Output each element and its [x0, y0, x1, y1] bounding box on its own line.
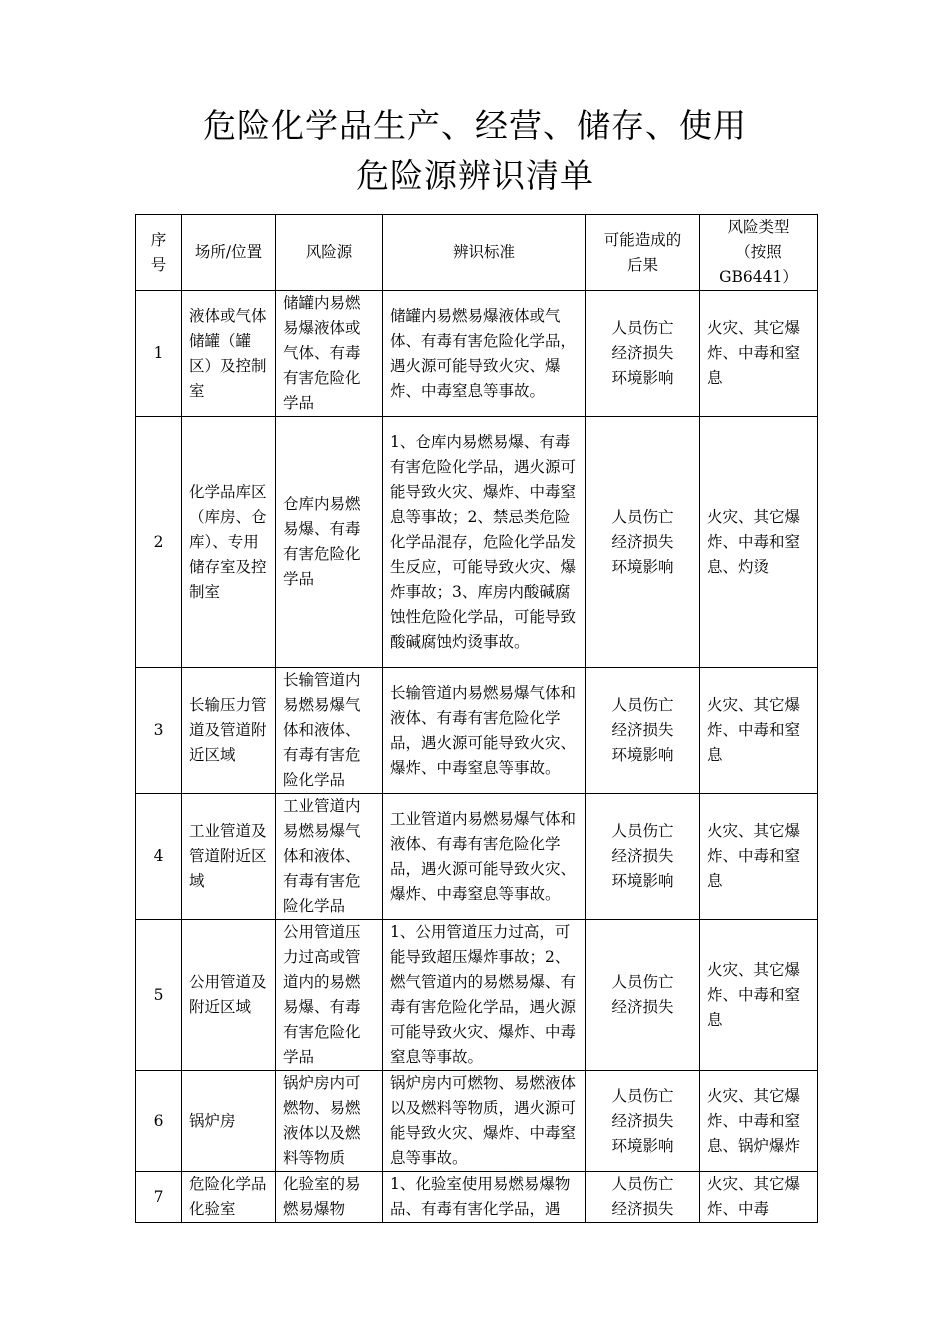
row-criteria: 1、仓库内易燃易爆、有毒有害危险化学品，遇火源可能导致火灾、爆炸、中毒窒息等事故；2、禁忌类危险化学品混存，危险化学品发生反应，可能导致火灾、爆炸事故；3、库房内酸碱腐蚀性危险化学品，可能导致酸碱腐蚀灼烫事故。 [383, 417, 586, 668]
row-location: 锅炉房 [182, 1071, 276, 1172]
row-hazard: 仓库内易燃易爆、有毒有害危险化学品 [276, 417, 383, 668]
header-location: 场所/位置 [182, 215, 276, 291]
row-risk-type: 火灾、其它爆炸、中毒 [700, 1172, 818, 1223]
table-header-row [136, 215, 818, 291]
row-location: 化学品库区（库房、仓库）、专用储存室及控制室 [182, 417, 276, 668]
header-hazard: 风险源 [276, 215, 383, 291]
page-title-line1: 危险化学品生产、经营、储存、使用 [203, 106, 747, 145]
row-consequence: 人员伤亡经济损失环境影响 [586, 417, 700, 668]
row-consequence: 人员伤亡经济损失环境影响 [586, 291, 700, 417]
row-no: 5 [136, 920, 182, 1071]
row-consequence: 人员伤亡经济损失 [586, 920, 700, 1071]
row-location: 工业管道及管道附近区域 [182, 794, 276, 920]
row-no: 1 [136, 291, 182, 417]
table-row [136, 794, 818, 920]
row-no: 3 [136, 668, 182, 794]
row-location: 液体或气体储罐（罐区）及控制室 [182, 291, 276, 417]
row-no: 7 [136, 1172, 182, 1223]
row-criteria: 锅炉房内可燃物、易燃液体以及燃料等物质，遇火源可能导致火灾、爆炸、中毒窒息等事故。 [383, 1071, 586, 1172]
row-hazard: 锅炉房内可燃物、易燃液体以及燃料等物质 [276, 1071, 383, 1172]
row-hazard: 公用管道压力过高或管道内的易燃易爆、有毒有害危险化学品 [276, 920, 383, 1071]
row-no: 6 [136, 1071, 182, 1172]
row-risk-type: 火灾、其它爆炸、中毒和窒息、锅炉爆炸 [700, 1071, 818, 1172]
row-risk-type: 火灾、其它爆炸、中毒和窒息 [700, 920, 818, 1071]
row-consequence: 人员伤亡经济损失环境影响 [586, 1071, 700, 1172]
table-row [136, 417, 818, 668]
row-criteria: 1、公用管道压力过高，可能导致超压爆炸事故；2、燃气管道内的易燃易爆、有毒有害危险化学品，遇火源可能导致火灾、爆炸、中毒窒息等事故。 [383, 920, 586, 1071]
row-risk-type: 火灾、其它爆炸、中毒和窒息 [700, 668, 818, 794]
table-row [136, 291, 818, 417]
header-risk-type: 风险类型（按照GB6441） [700, 215, 818, 291]
row-consequence: 人员伤亡经济损失环境影响 [586, 668, 700, 794]
hazard-table [135, 214, 818, 1223]
header-consequence: 可能造成的后果 [586, 215, 700, 291]
row-hazard: 工业管道内易燃易爆气体和液体、有毒有害危险化学品 [276, 794, 383, 920]
row-criteria: 工业管道内易燃易爆气体和液体、有毒有害危险化学品，遇火源可能导致火灾、爆炸、中毒窒息等事故。 [383, 794, 586, 920]
page-title-line2: 危险源辨识清单 [356, 156, 594, 195]
table-row [136, 1071, 818, 1172]
row-hazard: 储罐内易燃易爆液体或气体、有毒有害危险化学品 [276, 291, 383, 417]
row-risk-type: 火灾、其它爆炸、中毒和窒息 [700, 794, 818, 920]
row-location: 公用管道及附近区域 [182, 920, 276, 1071]
table-row [136, 668, 818, 794]
header-criteria: 辨识标准 [383, 215, 586, 291]
row-location: 危险化学品化验室 [182, 1172, 276, 1223]
row-consequence: 人员伤亡经济损失 [586, 1172, 700, 1223]
row-risk-type: 火灾、其它爆炸、中毒和窒息、灼烫 [700, 417, 818, 668]
row-hazard: 长输管道内易燃易爆气体和液体、有毒有害危险化学品 [276, 668, 383, 794]
row-no: 4 [136, 794, 182, 920]
table-row [136, 1172, 818, 1223]
row-criteria: 1、化验室使用易燃易爆物品、有毒有害化学品，遇 [383, 1172, 586, 1223]
row-consequence: 人员伤亡经济损失环境影响 [586, 794, 700, 920]
row-criteria: 储罐内易燃易爆液体或气体、有毒有害危险化学品，遇火源可能导致火灾、爆炸、中毒窒息等事故。 [383, 291, 586, 417]
header-no: 序号 [136, 215, 182, 291]
row-location: 长输压力管道及管道附近区域 [182, 668, 276, 794]
row-criteria: 长输管道内易燃易爆气体和液体、有毒有害危险化学品，遇火源可能导致火灾、爆炸、中毒窒息等事故。 [383, 668, 586, 794]
row-risk-type: 火灾、其它爆炸、中毒和窒息 [700, 291, 818, 417]
table-row [136, 920, 818, 1071]
row-no: 2 [136, 417, 182, 668]
row-hazard: 化验室的易燃易爆物 [276, 1172, 383, 1223]
